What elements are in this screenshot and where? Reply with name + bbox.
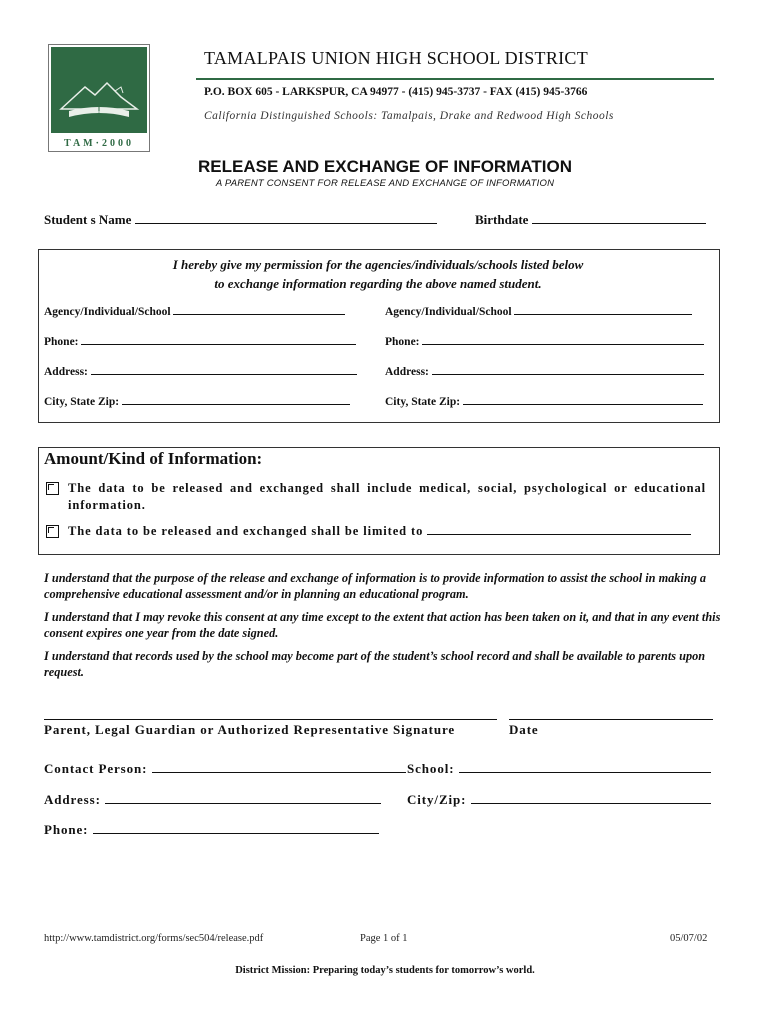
phone-2-field[interactable] xyxy=(422,344,704,345)
form-title: RELEASE AND EXCHANGE OF INFORMATION xyxy=(197,157,572,176)
full-release-checkbox[interactable] xyxy=(46,482,59,495)
contact-label: Contact Person: xyxy=(44,761,148,776)
city-1-field[interactable] xyxy=(122,404,350,405)
full-release-text: The data to be released and exchanged shall include medical, social, psychological or educational information. xyxy=(68,481,706,512)
header-divider xyxy=(196,78,714,80)
signature-label: Parent, Legal Guardian or Authorized Representative Signature xyxy=(44,722,456,737)
limited-release-checkbox[interactable] xyxy=(46,525,59,538)
agency-2-field[interactable] xyxy=(514,314,692,315)
phone-1-field[interactable] xyxy=(81,344,356,345)
permission-line-2: to exchange information regarding the above named student. xyxy=(214,276,542,291)
student-name-label: Student s Name xyxy=(44,212,132,227)
address-1-field[interactable] xyxy=(91,374,357,375)
date-field[interactable] xyxy=(509,719,713,720)
agency-1-row xyxy=(44,306,345,318)
phone-1-label: Phone: xyxy=(44,336,79,348)
signature-field[interactable] xyxy=(44,719,497,720)
city-2-label: City, State Zip: xyxy=(385,396,461,408)
cityzip-label: City/Zip: xyxy=(407,792,467,807)
address-2-row xyxy=(385,366,704,378)
footer-url: http://www.tamdistrict.org/forms/sec504/release.pdf xyxy=(44,933,264,944)
birthdate-field[interactable] xyxy=(532,223,706,224)
agency-1-field[interactable] xyxy=(173,314,345,315)
contact-address-row xyxy=(44,792,381,808)
contact-address-field[interactable] xyxy=(105,803,381,804)
contact-phone-field[interactable] xyxy=(93,833,379,834)
phone-2-label: Phone: xyxy=(385,336,420,348)
mountain-book-icon xyxy=(51,47,147,133)
permission-line-1: I hereby give my permission for the agencies/individuals/schools listed below xyxy=(172,257,584,272)
school-field[interactable] xyxy=(459,772,711,773)
district-address: P.O. BOX 605 - LARKSPUR, CA 94977 - (415) 945-3737 - FAX (415) 945-3766 xyxy=(204,86,588,98)
footer-date: 05/07/02 xyxy=(670,933,708,944)
student-name-row xyxy=(44,212,437,228)
contact-row xyxy=(44,761,406,777)
phone-1-row xyxy=(44,336,356,348)
logo-emblem xyxy=(51,47,147,133)
address-2-label: Address: xyxy=(385,366,429,378)
logo-caption: TAM·2000 xyxy=(64,138,134,149)
cityzip-row xyxy=(407,792,711,808)
address-1-label: Address: xyxy=(44,366,88,378)
amount-title: Amount/Kind of Information: xyxy=(44,449,263,468)
address-2-field[interactable] xyxy=(432,374,704,375)
student-name-field[interactable] xyxy=(135,223,437,224)
statement-purpose: I understand that the purpose of the release and exchange of information is to provide information to assist the school in making a comprehensive educational assessment and/or in planning an educational program. xyxy=(44,571,707,601)
option-full-release xyxy=(46,480,706,514)
city-1-row xyxy=(44,396,350,408)
contact-phone-row xyxy=(44,822,379,838)
agency-1-label: Agency/Individual/School xyxy=(44,306,171,318)
district-motto: California Distinguished Schools: Tamalpais, Drake and Redwood High Schools xyxy=(204,110,614,122)
statement-revoke: I understand that I may revoke this consent at any time except to the extent that action has been taken on it, and that in any event this consent expires one year from the date signed. xyxy=(44,610,721,640)
option-limited-release xyxy=(46,523,710,540)
city-2-row xyxy=(385,396,703,408)
limited-release-field[interactable] xyxy=(427,534,691,535)
birthdate-label: Birthdate xyxy=(475,212,529,227)
district-logo xyxy=(48,44,150,152)
cityzip-field[interactable] xyxy=(471,803,711,804)
phone-2-row xyxy=(385,336,704,348)
city-1-label: City, State Zip: xyxy=(44,396,120,408)
school-label: School: xyxy=(407,761,455,776)
limited-release-text: The data to be released and exchanged shall be limited to xyxy=(68,524,424,538)
city-2-field[interactable] xyxy=(463,404,703,405)
date-label: Date xyxy=(509,722,539,737)
contact-address-label: Address: xyxy=(44,792,101,807)
district-name: TAMALPAIS UNION HIGH SCHOOL DISTRICT xyxy=(204,48,589,68)
agency-2-row xyxy=(385,306,692,318)
form-subtitle: A PARENT CONSENT FOR RELEASE AND EXCHANGE OF INFORMATION xyxy=(215,178,555,189)
district-mission: District Mission: Preparing today’s students for tomorrow’s world. xyxy=(235,965,535,976)
address-1-row xyxy=(44,366,357,378)
birthdate-row xyxy=(475,212,706,228)
footer-page: Page 1 of 1 xyxy=(360,933,408,944)
school-row xyxy=(407,761,711,777)
agency-2-label: Agency/Individual/School xyxy=(385,306,512,318)
statement-records: I understand that records used by the school may become part of the student’s school record and shall be available to parents upon request. xyxy=(44,649,706,679)
contact-field[interactable] xyxy=(152,772,406,773)
permission-statement xyxy=(38,255,718,293)
contact-phone-label: Phone: xyxy=(44,822,89,837)
